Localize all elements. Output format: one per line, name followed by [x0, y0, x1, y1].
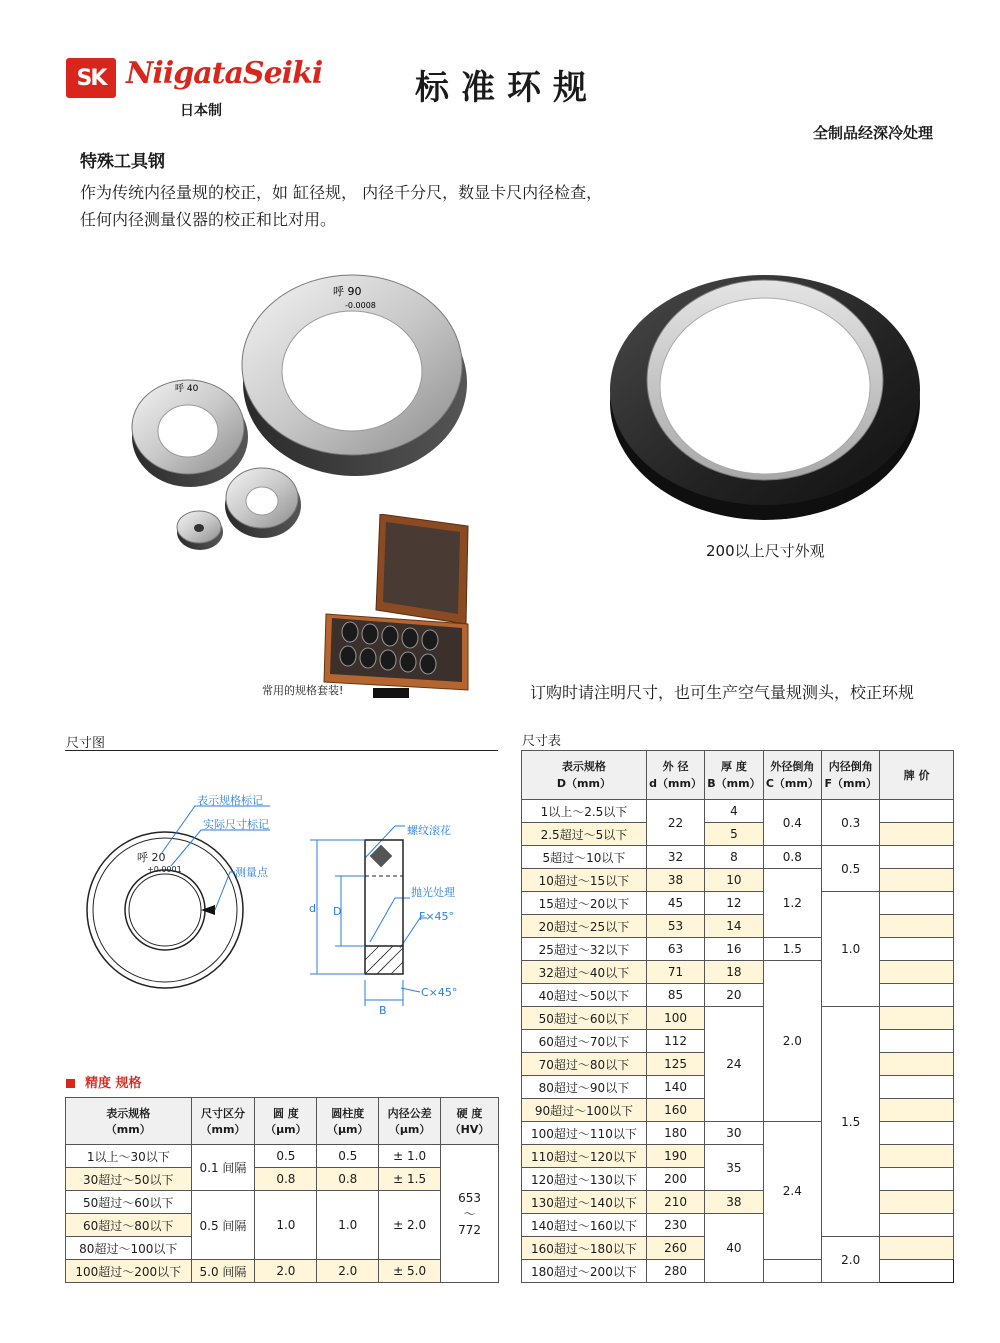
cylindricity-cell: 1.0 — [317, 1191, 379, 1260]
outer-d-cell: 190 — [646, 1145, 704, 1168]
spec-cell: 25超过～32以下 — [522, 938, 647, 961]
outer-d-cell: 210 — [646, 1191, 704, 1214]
table-row — [522, 1145, 954, 1168]
dim-thickness-B: B — [379, 1004, 387, 1017]
outer-chamfer-cell: 0.8 — [763, 846, 821, 869]
price-cell — [880, 892, 954, 915]
tolerance-cell: ± 2.0 — [379, 1191, 441, 1260]
thickness-cell: 20 — [705, 984, 763, 1007]
price-cell — [880, 823, 954, 846]
cylindricity-cell: 0.8 — [317, 1168, 379, 1191]
tolerance-cell: ± 5.0 — [379, 1260, 441, 1283]
spec-cell: 120超过～130以下 — [522, 1168, 647, 1191]
spec-cell: 2.5超过～5以下 — [522, 823, 647, 846]
outer-d-cell: 260 — [646, 1237, 704, 1260]
section-divider — [65, 750, 498, 751]
price-cell — [880, 915, 954, 938]
col-header: 硬 度 （HV） — [441, 1098, 499, 1145]
actual-mark-label: 实际尺寸标记 — [203, 818, 269, 831]
spec-cell: 130超过～140以下 — [522, 1191, 647, 1214]
dimension-diagram — [65, 770, 505, 1030]
outer-d-cell: 200 — [646, 1168, 704, 1191]
spec-cell: 180超过～200以下 — [522, 1260, 647, 1283]
outer-d-cell: 45 — [646, 892, 704, 915]
ring-size-label: 呼 90 — [333, 285, 362, 298]
outer-d-cell: 71 — [646, 961, 704, 984]
spec-cell: 1以上～30以下 — [66, 1145, 192, 1168]
table-row — [522, 846, 954, 869]
col-header: 表示规格 D（mm） — [522, 751, 647, 800]
thickness-cell: 14 — [705, 915, 763, 938]
thickness-cell: 40 — [705, 1214, 763, 1283]
thickness-cell: 5 — [705, 823, 763, 846]
large-ring-photo — [605, 262, 925, 522]
price-cell — [880, 800, 954, 823]
col-header: 尺寸区分 （mm） — [191, 1098, 255, 1145]
order-note: 订购时请注明尺寸，也可生产空气量规测头，校正环规 — [530, 683, 915, 702]
col-header: 圆柱度 （μm） — [317, 1098, 379, 1145]
ring-size-mark: 呼 20 — [137, 851, 166, 864]
spec-cell: 60超过～80以下 — [66, 1214, 192, 1237]
price-cell — [880, 1191, 954, 1214]
table-row — [66, 1191, 499, 1214]
precision-heading-text: 精度 规格 — [85, 1076, 142, 1091]
price-cell — [763, 1260, 821, 1283]
outer-d-cell: 180 — [646, 1122, 704, 1145]
gauge-set-caption: 常用的规格套装! — [262, 684, 344, 697]
outer-d-cell: 140 — [646, 1076, 704, 1099]
price-cell — [880, 1237, 954, 1260]
square-bullet-icon — [66, 1079, 75, 1088]
spec-cell: 20超过～25以下 — [522, 915, 647, 938]
dimension-table — [521, 750, 954, 1283]
c45-label: C×45° — [421, 986, 458, 999]
price-cell — [880, 1076, 954, 1099]
spec-cell: 10超过～15以下 — [522, 869, 647, 892]
thickness-cell: 35 — [705, 1145, 763, 1191]
inner-chamfer-cell: 2.0 — [822, 1237, 880, 1283]
dim-inner-D: D — [333, 905, 342, 918]
outer-chamfer-cell: 0.4 — [763, 800, 821, 846]
dim-outer-d: d — [309, 902, 316, 915]
table-row — [522, 915, 954, 938]
spec-cell: 90超过～100以下 — [522, 1099, 647, 1122]
price-cell — [880, 1168, 954, 1191]
table-row — [522, 961, 954, 984]
thickness-cell: 24 — [705, 1007, 763, 1122]
gauge-set-case-photo — [318, 514, 473, 704]
ring-deviation-label: -0.0008 — [345, 301, 376, 310]
price-cell — [880, 1145, 954, 1168]
inner-chamfer-cell: 1.0 — [822, 892, 880, 1007]
table-row — [522, 984, 954, 1007]
spec-cell: 140超过～160以下 — [522, 1214, 647, 1237]
table-row — [522, 1007, 954, 1030]
thickness-cell: 18 — [705, 961, 763, 984]
price-cell — [880, 1122, 954, 1145]
tolerance-cell: ± 1.5 — [379, 1168, 441, 1191]
description-line: 作为传统内径量规的校正，如 缸径规， 内径千分尺，数显卡尺内径检查， — [80, 183, 603, 202]
price-cell — [880, 1007, 954, 1030]
price-cell — [880, 1214, 954, 1237]
spec-cell: 100超过～110以下 — [522, 1122, 647, 1145]
outer-chamfer-cell: 1.5 — [763, 938, 821, 961]
logo-text: NiigataSeiki — [126, 56, 323, 91]
thickness-cell: 8 — [705, 846, 763, 869]
outer-d-cell: 160 — [646, 1099, 704, 1122]
col-header: 厚 度 B（mm） — [705, 751, 763, 800]
outer-chamfer-cell: 2.4 — [763, 1122, 821, 1260]
col-header: 外 径 d（mm） — [646, 751, 704, 800]
table-row — [522, 1191, 954, 1214]
description-line: 任何内径测量仪器的校正和比对用。 — [80, 210, 337, 229]
thickness-cell: 4 — [705, 800, 763, 823]
knurl-label: 螺纹滚花 — [407, 824, 451, 837]
spec-cell: 30超过～50以下 — [66, 1168, 192, 1191]
spec-cell: 70超过～80以下 — [522, 1053, 647, 1076]
price-cell — [880, 1099, 954, 1122]
precision-table — [65, 1097, 499, 1283]
col-header: 牌 价 — [880, 751, 954, 800]
large-ring-caption: 200以上尺寸外观 — [706, 542, 825, 560]
outer-d-cell: 85 — [646, 984, 704, 1007]
table-row — [522, 869, 954, 892]
cylindricity-cell: 0.5 — [317, 1145, 379, 1168]
inner-chamfer-cell: 0.3 — [822, 800, 880, 846]
cylindricity-cell: 2.0 — [317, 1260, 379, 1283]
outer-d-cell: 38 — [646, 869, 704, 892]
table-row — [522, 1214, 954, 1237]
dimension-table-title: 尺寸表 — [522, 734, 562, 749]
table-row — [522, 938, 954, 961]
division-cell: 0.1 间隔 — [191, 1145, 255, 1191]
outer-d-cell: 32 — [646, 846, 704, 869]
hardness-cell: 653 ～ 772 — [441, 1145, 499, 1283]
tolerance-cell: ± 1.0 — [379, 1145, 441, 1168]
page-title: 标准环规 — [415, 68, 599, 108]
ring-actual-mark: +0.0001 — [147, 865, 182, 874]
col-header: 圆 度 （μm） — [255, 1098, 317, 1145]
col-header: 内径倒角 F（mm） — [822, 751, 880, 800]
treatment-note: 全制品经深冷处理 — [813, 124, 934, 142]
price-cell — [880, 846, 954, 869]
f45-label: F×45° — [419, 910, 455, 923]
spec-cell: 100超过～200以下 — [66, 1260, 192, 1283]
thickness-cell: 10 — [705, 869, 763, 892]
thickness-cell: 16 — [705, 938, 763, 961]
outer-d-cell: 53 — [646, 915, 704, 938]
dimension-diagram-title: 尺寸图 — [66, 736, 106, 751]
table-row — [66, 1145, 499, 1168]
thickness-cell: 38 — [705, 1191, 763, 1214]
roundness-cell: 1.0 — [255, 1191, 317, 1260]
table-row — [66, 1168, 499, 1191]
spec-cell: 60超过～70以下 — [522, 1030, 647, 1053]
price-cell — [880, 1053, 954, 1076]
spec-cell: 15超过～20以下 — [522, 892, 647, 915]
precision-heading — [66, 1072, 142, 1091]
col-header: 表示规格 （mm） — [66, 1098, 192, 1145]
price-cell — [880, 938, 954, 961]
table-row — [522, 892, 954, 915]
size-mark-label: 表示规格标记 — [197, 794, 263, 807]
made-in-label: 日本制 — [180, 103, 222, 119]
col-header: 内径公差 （μm） — [379, 1098, 441, 1145]
roundness-cell: 2.0 — [255, 1260, 317, 1283]
col-header: 外径倒角 C（mm） — [763, 751, 821, 800]
price-cell — [880, 869, 954, 892]
outer-d-cell: 22 — [646, 800, 704, 846]
spec-cell: 32超过～40以下 — [522, 961, 647, 984]
logo-mark: SK — [66, 58, 116, 98]
table-row — [522, 823, 954, 846]
outer-chamfer-cell: 2.0 — [763, 961, 821, 1122]
spec-cell: 50超过～60以下 — [66, 1191, 192, 1214]
price-cell — [880, 984, 954, 1007]
ring-gauges-photo — [120, 265, 480, 555]
table-header-row — [66, 1098, 499, 1145]
table-row — [522, 800, 954, 823]
ring-size-label: 呼 40 — [175, 384, 199, 394]
division-cell: 0.5 间隔 — [191, 1191, 255, 1260]
spec-cell: 1以上～2.5以下 — [522, 800, 647, 823]
division-cell: 5.0 间隔 — [191, 1260, 255, 1283]
inner-chamfer-cell: 0.5 — [822, 846, 880, 892]
inner-chamfer-cell: 1.5 — [822, 1007, 880, 1237]
price-cell — [880, 1030, 954, 1053]
spec-cell: 50超过～60以下 — [522, 1007, 647, 1030]
spec-cell: 80超过～100以下 — [66, 1237, 192, 1260]
table-header-row — [522, 751, 954, 800]
polish-label: 抛光处理 — [411, 886, 455, 899]
spec-cell: 80超过～90以下 — [522, 1076, 647, 1099]
outer-d-cell: 125 — [646, 1053, 704, 1076]
table-row — [522, 1122, 954, 1145]
spec-cell: 40超过～50以下 — [522, 984, 647, 1007]
outer-chamfer-cell: 1.2 — [763, 869, 821, 938]
spec-cell: 5超过～10以下 — [522, 846, 647, 869]
table-row — [66, 1260, 499, 1283]
price-cell — [880, 961, 954, 984]
roundness-cell: 0.8 — [255, 1168, 317, 1191]
outer-d-cell: 280 — [646, 1260, 704, 1283]
measure-point-label: 测量点 — [235, 866, 268, 879]
outer-d-cell: 230 — [646, 1214, 704, 1237]
material-heading: 特殊工具钢 — [80, 152, 165, 172]
outer-d-cell: 112 — [646, 1030, 704, 1053]
outer-d-cell: 63 — [646, 938, 704, 961]
spec-cell: 110超过～120以下 — [522, 1145, 647, 1168]
outer-d-cell: 100 — [646, 1007, 704, 1030]
thickness-cell: 12 — [705, 892, 763, 915]
spec-cell: 160超过～180以下 — [522, 1237, 647, 1260]
roundness-cell: 0.5 — [255, 1145, 317, 1168]
thickness-cell: 30 — [705, 1122, 763, 1145]
